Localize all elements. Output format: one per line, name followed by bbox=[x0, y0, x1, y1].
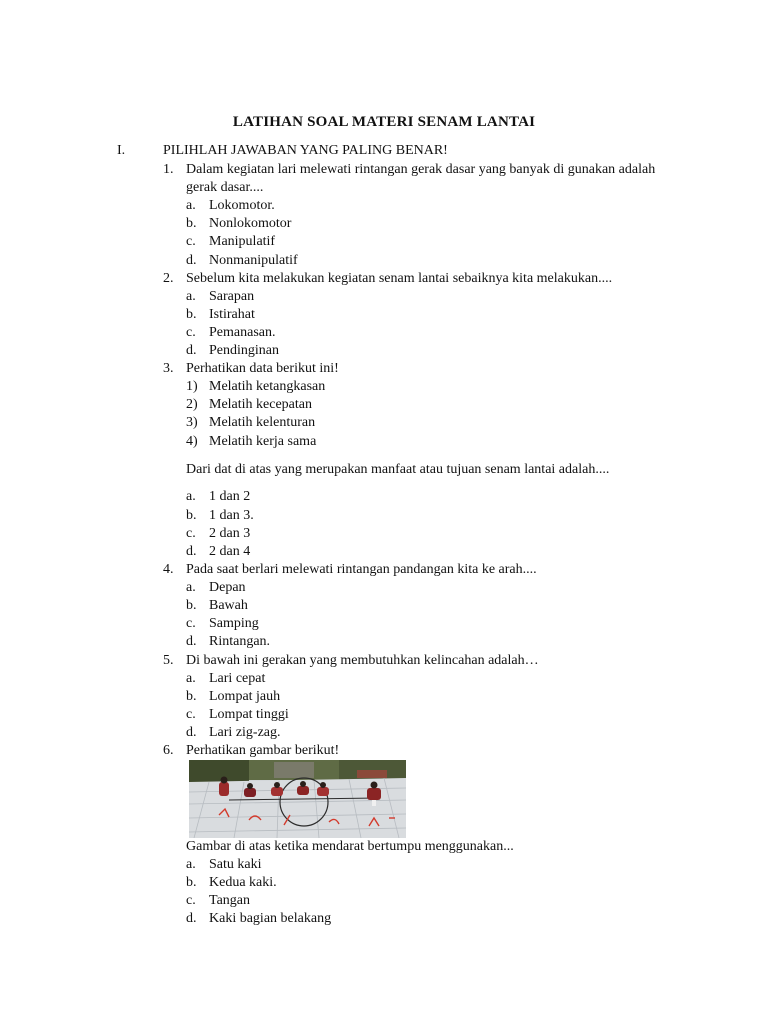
data-item-text: Melatih kelenturan bbox=[209, 415, 316, 430]
option-label: d. bbox=[186, 544, 197, 559]
option-label: b. bbox=[186, 875, 197, 890]
question-text: Perhatikan data berikut ini! bbox=[186, 361, 339, 376]
question-number: 3. bbox=[163, 361, 174, 376]
question-2 bbox=[163, 270, 673, 288]
question-number: 6. bbox=[163, 743, 174, 758]
data-item-label: 4) bbox=[186, 434, 198, 449]
option-text: Istirahat bbox=[209, 307, 255, 322]
option-text: 2 dan 4 bbox=[209, 544, 251, 559]
option bbox=[186, 724, 281, 742]
option-label: c. bbox=[186, 526, 196, 541]
question-text: Perhatikan gambar berikut! bbox=[186, 743, 340, 758]
option-text: Sarapan bbox=[209, 289, 255, 304]
data-item-text: Melatih ketangkasan bbox=[209, 379, 326, 394]
option-text: 1 dan 2 bbox=[209, 489, 251, 504]
option bbox=[186, 342, 279, 360]
option-label: d. bbox=[186, 253, 197, 268]
option-label: c. bbox=[186, 616, 196, 631]
option bbox=[186, 252, 298, 270]
section-number: I. bbox=[117, 143, 126, 158]
option bbox=[186, 633, 270, 651]
gymnastics-photo bbox=[189, 760, 406, 838]
option-text: Kedua kaki. bbox=[209, 875, 277, 890]
option-text: Manipulatif bbox=[209, 234, 276, 249]
option-text: Rintangan. bbox=[209, 634, 271, 649]
data-item-label: 2) bbox=[186, 397, 198, 412]
option-label: b. bbox=[186, 508, 197, 523]
question-followup: Gambar di atas ketika mendarat bertumpu menggunakan... bbox=[186, 839, 514, 854]
option bbox=[186, 706, 289, 724]
option-text: Tangan bbox=[209, 893, 251, 908]
option-text: Samping bbox=[209, 616, 259, 631]
question-number: 4. bbox=[163, 562, 174, 577]
data-item-label: 3) bbox=[186, 415, 198, 430]
question-number: 5. bbox=[163, 653, 174, 668]
question-followup: Dari dat di atas yang merupakan manfaat atau tujuan senam lantai adalah.... bbox=[186, 462, 610, 477]
option bbox=[186, 306, 255, 324]
option bbox=[186, 215, 291, 233]
option-label: b. bbox=[186, 307, 197, 322]
option bbox=[186, 597, 248, 615]
option-text: Satu kaki bbox=[209, 857, 262, 872]
question-5 bbox=[163, 652, 673, 670]
option-text: Bawah bbox=[209, 598, 248, 613]
option-text: 2 dan 3 bbox=[209, 526, 251, 541]
option-text: Lompat tinggi bbox=[209, 707, 289, 722]
option-label: a. bbox=[186, 289, 196, 304]
option-text: Lompat jauh bbox=[209, 689, 281, 704]
option-text: Lari zig-zag. bbox=[209, 725, 281, 740]
option-label: c. bbox=[186, 325, 196, 340]
option-label: d. bbox=[186, 725, 197, 740]
question-text: Di bawah ini gerakan yang membutuhkan kelincahan adalah… bbox=[186, 653, 539, 668]
option bbox=[186, 525, 250, 543]
option-text: Nonmanipulatif bbox=[209, 253, 298, 268]
option-text: Depan bbox=[209, 580, 246, 595]
option-label: a. bbox=[186, 671, 196, 686]
option bbox=[186, 874, 277, 892]
option-text: Lokomotor. bbox=[209, 198, 275, 213]
data-item bbox=[186, 433, 316, 451]
option bbox=[186, 688, 280, 706]
option bbox=[186, 579, 246, 597]
option-label: c. bbox=[186, 234, 196, 249]
option-text: Pemanasan. bbox=[209, 325, 276, 340]
option-text: Lari cepat bbox=[209, 671, 266, 686]
option-label: c. bbox=[186, 893, 196, 908]
section-heading: PILIHLAH JAWABAN YANG PALING BENAR! bbox=[163, 143, 448, 158]
option-label: a. bbox=[186, 857, 196, 872]
question-1 bbox=[163, 161, 673, 197]
option-text: Pendinginan bbox=[209, 343, 279, 358]
option-label: b. bbox=[186, 598, 197, 613]
option bbox=[186, 288, 254, 306]
option bbox=[186, 197, 275, 215]
data-item-label: 1) bbox=[186, 379, 198, 394]
option-label: c. bbox=[186, 707, 196, 722]
question-3 bbox=[163, 360, 673, 378]
option bbox=[186, 507, 254, 525]
question-text: Dalam kegiatan lari melewati rintangan gerak dasar yang banyak di gunakan adalah gerak dasar.... bbox=[186, 162, 656, 196]
option-text: Nonlokomotor bbox=[209, 216, 292, 231]
option bbox=[186, 615, 259, 633]
option-label: a. bbox=[186, 580, 196, 595]
question-4 bbox=[163, 561, 673, 579]
data-item bbox=[186, 396, 312, 414]
option bbox=[186, 856, 262, 874]
option-label: b. bbox=[186, 216, 197, 231]
option bbox=[186, 543, 250, 561]
question-number: 2. bbox=[163, 271, 174, 286]
option-label: d. bbox=[186, 634, 197, 649]
question-text: Pada saat berlari melewati rintangan pandangan kita ke arah.... bbox=[186, 562, 537, 577]
option bbox=[186, 892, 250, 910]
option-label: d. bbox=[186, 343, 197, 358]
option-text: 1 dan 3. bbox=[209, 508, 254, 523]
question-text: Sebelum kita melakukan kegiatan senam lantai sebaiknya kita melakukan.... bbox=[186, 271, 613, 286]
option-label: b. bbox=[186, 689, 197, 704]
data-item-text: Melatih kerja sama bbox=[209, 434, 317, 449]
option bbox=[186, 233, 275, 251]
page-title: LATIHAN SOAL MATERI SENAM LANTAI bbox=[232, 114, 536, 130]
option bbox=[186, 488, 250, 506]
option-label: d. bbox=[186, 911, 197, 926]
option bbox=[186, 324, 275, 342]
question-6 bbox=[163, 742, 673, 760]
option-text: Kaki bagian belakang bbox=[209, 911, 332, 926]
data-item bbox=[186, 414, 315, 432]
data-item bbox=[186, 378, 325, 396]
question-number: 1. bbox=[163, 162, 174, 177]
option bbox=[186, 670, 265, 688]
option-label: a. bbox=[186, 489, 196, 504]
option bbox=[186, 910, 331, 928]
option-label: a. bbox=[186, 198, 196, 213]
data-item-text: Melatih kecepatan bbox=[209, 397, 313, 412]
